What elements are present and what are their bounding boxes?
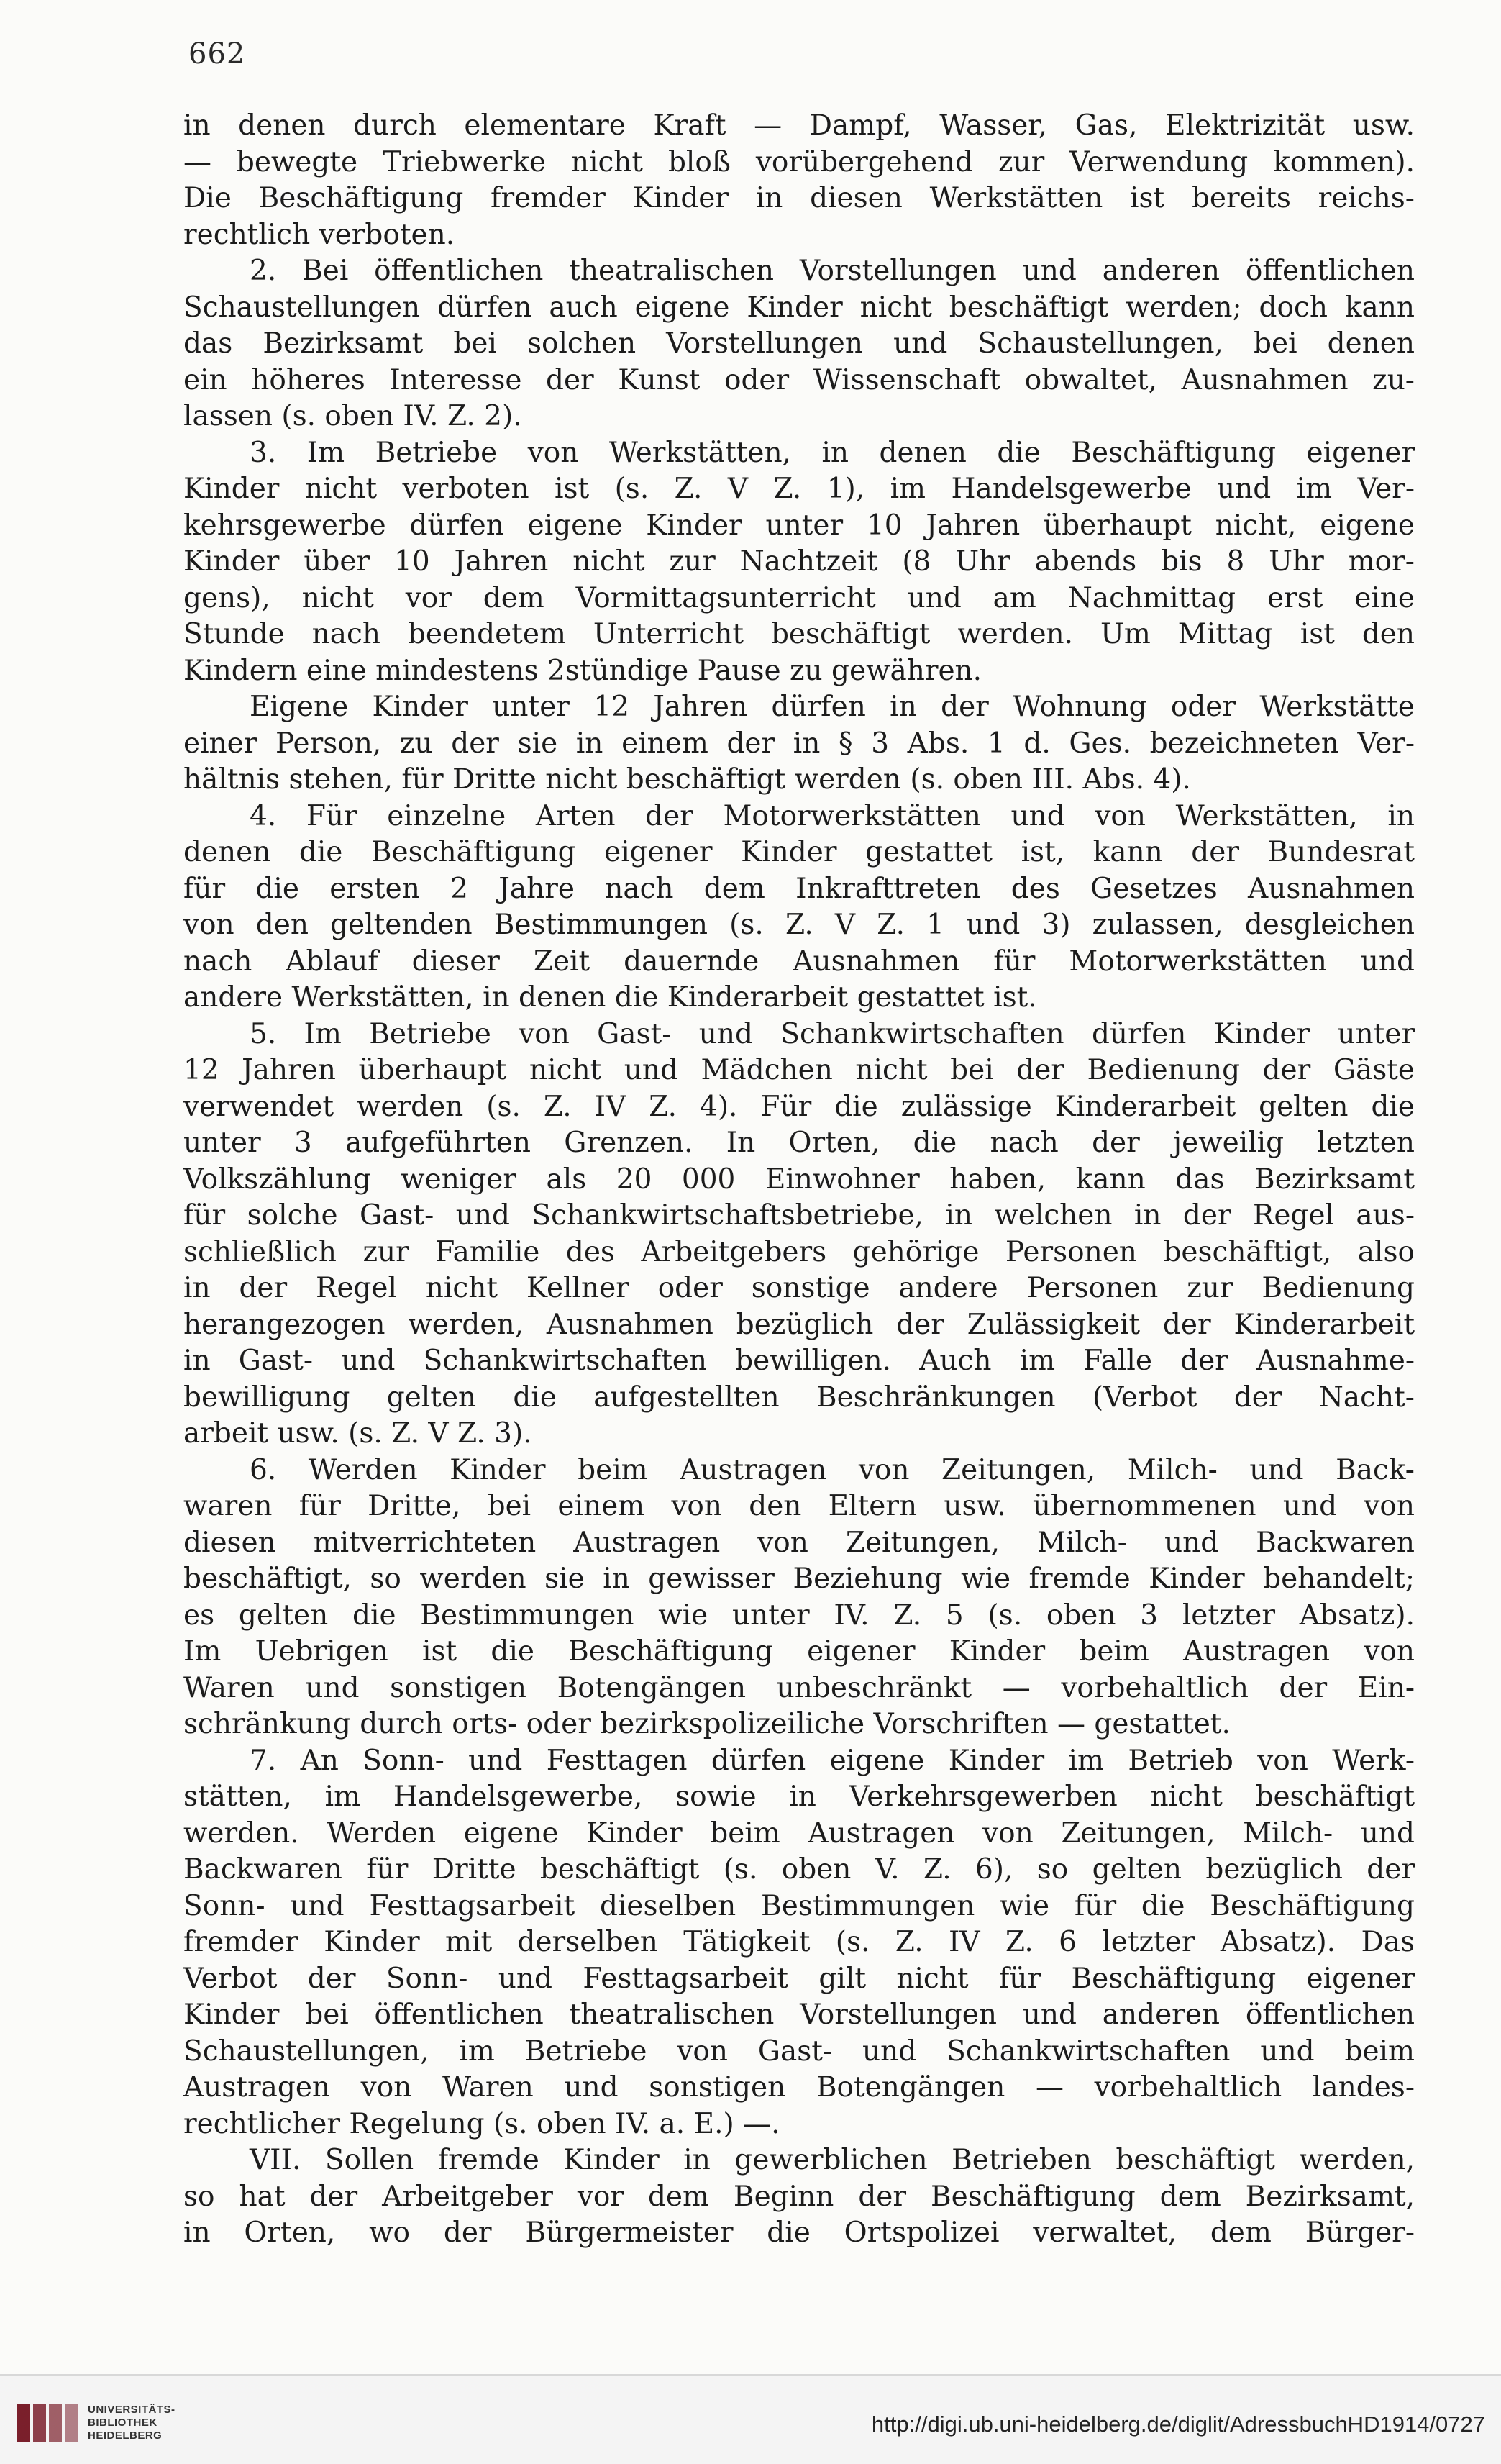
text-line: arbeit usw. (s. Z. V Z. 3). (183, 1417, 532, 1450)
text-line: Sonn- und Festtagsarbeit dieselben Bestimmungen wie für die Beschäftigung (183, 1889, 1415, 1922)
text-line: stätten, im Handelsgewerbe, sowie in Verkehrsgewerben nicht beschäftigt (183, 1781, 1415, 1813)
text-line: 2. Bei öffentlichen theatralischen Vorstellungen und anderen öffentlichen (250, 255, 1415, 287)
text-line: rechtlicher Regelung (s. oben IV. a. E.) —. (183, 2107, 780, 2140)
library-logo-icon (16, 2401, 81, 2445)
text-line: Schaustellungen, im Betriebe von Gast- und Schankwirtschaften und beim (183, 2035, 1415, 2068)
text-line: unter 3 aufgeführten Grenzen. In Orten, die nach der jeweilig letzten (183, 1127, 1415, 1159)
text-line: fremder Kinder mit derselben Tätigkeit (s. Z. IV Z. 6 letzter Absatz). Das (183, 1926, 1415, 1958)
text-line: beschäftigt, so werden sie in gewisser Beziehung wie fremde Kinder behandelt; (183, 1563, 1415, 1595)
text-line: VII. Sollen fremde Kinder in gewerblichen Betrieben beschäftigt werden, (250, 2144, 1415, 2176)
text-line: schränkung durch orts- oder bezirkspolizeiliche Vorschriften — gestattet. (183, 1708, 1231, 1740)
text-line: Im Uebrigen ist die Beschäftigung eigener Kinder beim Austragen von (183, 1635, 1415, 1668)
library-logo-text (88, 2404, 175, 2442)
text-line: andere Werkstätten, in denen die Kinderarbeit gestattet ist. (183, 981, 1037, 1014)
text-line: für die ersten 2 Jahre nach dem Inkrafttreten des Gesetzes Ausnahmen (183, 872, 1415, 905)
source-url-link[interactable]: http://digi.ub.uni-heidelberg.de/diglit/AdressbuchHD1914/0727 (871, 2411, 1485, 2437)
text-line: nach Ablauf dieser Zeit dauernde Ausnahmen für Motorwerkstätten und (183, 945, 1415, 978)
text-line: Verbot der Sonn- und Festtagsarbeit gilt nicht für Beschäftigung eigener (183, 1962, 1415, 1995)
text-line: Die Beschäftigung fremder Kinder in diesen Werkstätten ist bereits reichs- (183, 182, 1415, 214)
text-line: werden. Werden eigene Kinder beim Austragen von Zeitungen, Milch- und (183, 1817, 1415, 1850)
text-line: Stunde nach beendetem Unterricht beschäftigt werden. Um Mittag ist den (183, 618, 1415, 650)
text-line: 7. An Sonn- und Festtagen dürfen eigene Kinder im Betrieb von Werk- (250, 1744, 1415, 1777)
text-line: 4. Für einzelne Arten der Motorwerkstätten und von Werkstätten, in (250, 799, 1415, 832)
text-line: hältnis stehen, für Dritte nicht beschäftigt werden (s. oben III. Abs. 4). (183, 763, 1191, 796)
text-line: von den geltenden Bestimmungen (s. Z. V Z. 1 und 3) zulassen, desgleichen (183, 909, 1415, 941)
library-logo[interactable] (16, 2401, 175, 2445)
text-line: Kindern eine mindestens 2stündige Pause zu gewähren. (183, 654, 982, 687)
text-line: gens), nicht vor dem Vormittagsunterricht und am Nachmittag erst eine (183, 581, 1415, 614)
text-line: lassen (s. oben IV. Z. 2). (183, 400, 522, 432)
text-line: verwendet werden (s. Z. IV Z. 4). Für die zulässige Kinderarbeit gelten die (183, 1090, 1415, 1123)
text-line: Kinder nicht verboten ist (s. Z. V Z. 1), im Handelsgewerbe und im Ver- (183, 473, 1415, 505)
text-line: so hat der Arbeitgeber vor dem Beginn der Beschäftigung dem Bezirksamt, (183, 2180, 1415, 2213)
text-line: 6. Werden Kinder beim Austragen von Zeitungen, Milch- und Back- (250, 1453, 1415, 1486)
logo-line: HEIDELBERG (88, 2429, 163, 2442)
text-line: das Bezirksamt bei solchen Vorstellungen und Schaustellungen, bei denen (183, 327, 1415, 360)
text-line: — bewegte Triebwerke nicht bloß vorübergehend zur Verwendung kommen). (183, 145, 1415, 178)
text-line: Austragen von Waren und sonstigen Botengängen — vorbehaltlich landes- (183, 2071, 1415, 2104)
text-line: in Gast- und Schankwirtschaften bewilligen. Auch im Falle der Ausnahme- (183, 1345, 1415, 1377)
text-line: rechtlich verboten. (183, 218, 455, 251)
text-line: in der Regel nicht Kellner oder sonstige andere Personen zur Bedienung (183, 1272, 1415, 1304)
logo-line: UNIVERSITÄTS- (88, 2404, 175, 2416)
text-line: Volkszählung weniger als 20 000 Einwohner haben, kann das Bezirksamt (183, 1163, 1415, 1196)
text-line: schließlich zur Familie des Arbeitgebers gehörige Personen beschäftigt, also (183, 1235, 1415, 1268)
text-line: Waren und sonstigen Botengängen unbeschränkt — vorbehaltlich der Ein- (183, 1671, 1415, 1704)
text-line: herangezogen werden, Ausnahmen bezüglich der Zulässigkeit der Kinderarbeit (183, 1308, 1415, 1341)
text-line: 5. Im Betriebe von Gast- und Schankwirtschaften dürfen Kinder unter (250, 1017, 1415, 1050)
text-line: Kinder über 10 Jahren nicht zur Nachtzeit (8 Uhr abends bis 8 Uhr mor- (183, 545, 1415, 578)
text-line: es gelten die Bestimmungen wie unter IV. Z. 5 (s. oben 3 letzter Absatz). (183, 1599, 1415, 1632)
text-line: Eigene Kinder unter 12 Jahren dürfen in der Wohnung oder Werkstätte (250, 691, 1415, 723)
text-line: 12 Jahren überhaupt nicht und Mädchen nicht bei der Bedienung der Gäste (183, 1054, 1415, 1086)
text-line: für solche Gast- und Schankwirtschaftsbetriebe, in welchen in der Regel aus- (183, 1199, 1415, 1232)
text-line: diesen mitverrichteten Austragen von Zeitungen, Milch- und Backwaren (183, 1526, 1415, 1559)
logo-line: BIBLIOTHEK (88, 2417, 158, 2429)
text-line: 3. Im Betriebe von Werkstätten, in denen die Beschäftigung eigener (250, 436, 1415, 469)
text-line: ein höheres Interesse der Kunst oder Wissenschaft obwaltet, Ausnahmen zu- (183, 363, 1415, 396)
text-line: waren für Dritte, bei einem von den Eltern usw. übernommenen und von (183, 1490, 1415, 1522)
text-line: in Orten, wo der Bürgermeister die Ortspolizei verwaltet, dem Bürger- (183, 2217, 1415, 2249)
body-text (183, 108, 1415, 2252)
text-line: in denen durch elementare Kraft — Dampf, Wasser, Gas, Elektrizität usw. (183, 109, 1415, 142)
text-line: einer Person, zu der sie in einem der in § 3 Abs. 1 d. Ges. bezeichneten Ver- (183, 727, 1415, 760)
text-line: Kinder bei öffentlichen theatralischen Vorstellungen und anderen öffentlichen (183, 1999, 1415, 2031)
text-line: Schaustellungen dürfen auch eigene Kinder nicht beschäftigt werden; doch kann (183, 291, 1415, 324)
text-line: denen die Beschäftigung eigener Kinder gestattet ist, kann der Bundesrat (183, 836, 1415, 868)
page-number: 662 (188, 37, 246, 71)
text-line: bewilligung gelten die aufgestellten Beschränkungen (Verbot der Nacht- (183, 1381, 1415, 1414)
text-line: Backwaren für Dritte beschäftigt (s. oben V. Z. 6), so gelten bezüglich der (183, 1853, 1415, 1886)
text-line: kehrsgewerbe dürfen eigene Kinder unter 10 Jahren überhaupt nicht, eigene (183, 509, 1415, 542)
